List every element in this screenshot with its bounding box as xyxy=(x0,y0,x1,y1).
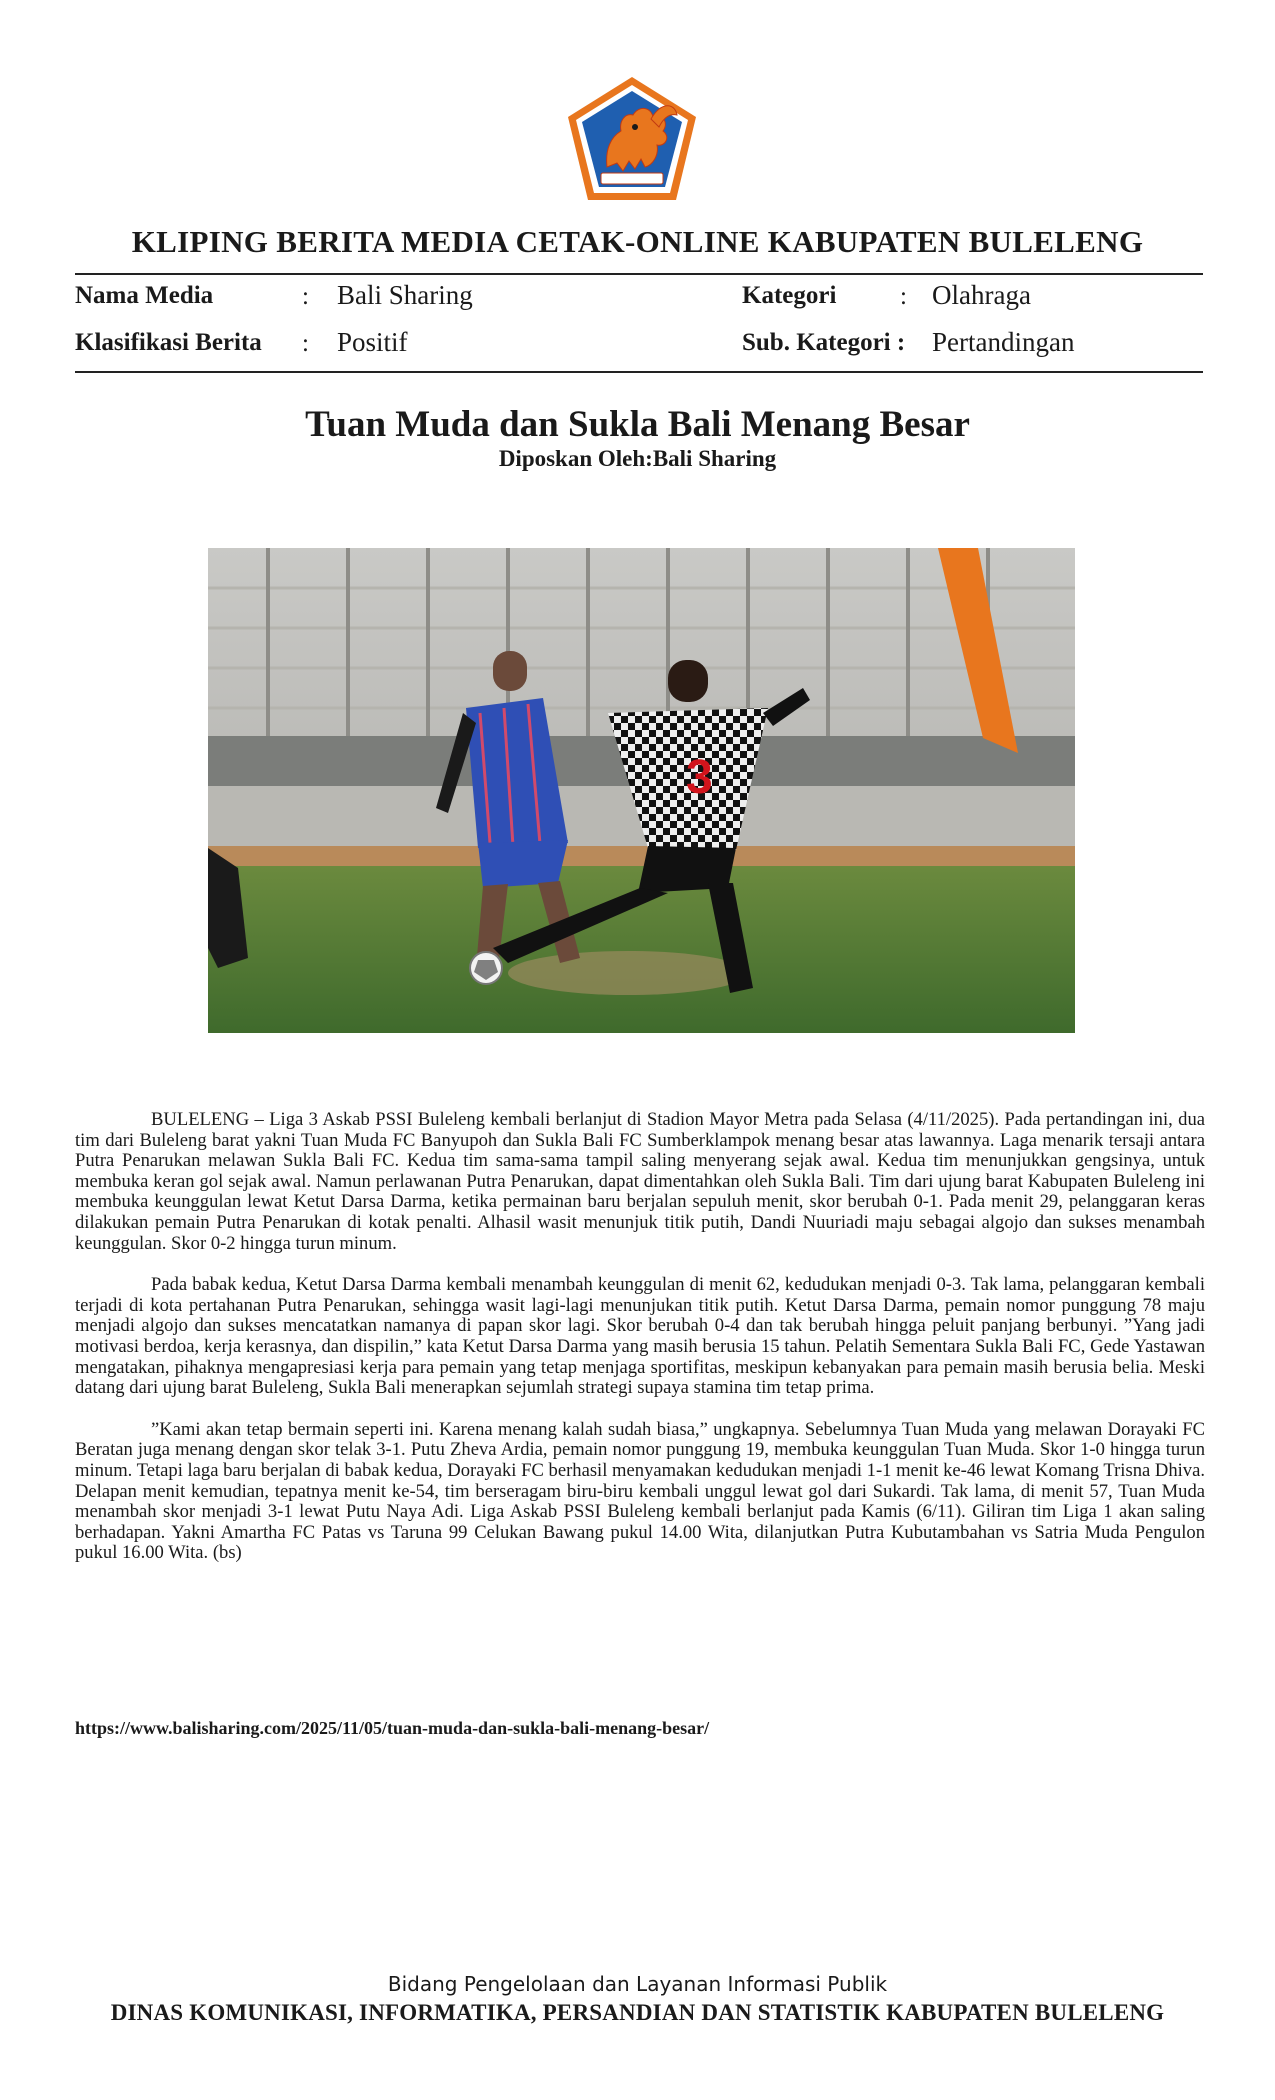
subkategori-label: Sub. Kategori : xyxy=(742,329,906,356)
klasifikasi-colon: : xyxy=(302,330,309,357)
klasifikasi-value: Positif xyxy=(337,327,408,357)
media-label: Nama Media xyxy=(75,282,214,309)
article-paragraph-2: Pada babak kedua, Ketut Darsa Darma kembali menambah keunggulan di menit 62, kedudukan menjadi 0-3. Tak lama, pelanggaran kembali terjadi di kota pertahanan Putra Penarukan, sehingga wasit lagi-lagi menunjukan titik putih. Ketut Darsa Darma, pemain nomor punggung 78 maju menjadi algojo dan sukses mencatatkan namanya di papan skor lagi. Skor berubah 0-4 dan tak berubah hingga peluit panjang berbunyi. ”Yang jadi motivasi berdoa, kerja kerasnya, dan dispilin,” kata Ketut Darsa Darma yang masih berusia 15 tahun. Pelatih Sementara Sukla Bali FC, Gede Yastawan mengatakan, pihaknya mengapresiasi kerja para pemain yang tetap menjaga sportifitas, meskipun kebanyakan para pemain masih berusia belia. Meski datang dari ujung barat Buleleng, Sukla Bali menerapkan sejumlah strategi supaya stamina tim tetap prima. xyxy=(75,1274,1205,1399)
article-body xyxy=(75,1110,1205,1585)
header-divider-top xyxy=(75,273,1203,275)
article-paragraph-1: BULELENG – Liga 3 Askab PSSI Buleleng kembali berlanjut di Stadion Mayor Metra pada Selasa (4/11/2025). Pada pertandingan ini, dua tim dari Buleleng barat yakni Tuan Muda FC Banyupoh dan Sukla Bali FC Sumberklampok menang besar atas lawannya. Laga menarik tersaji antara Putra Penarukan melawan Sukla Bali FC. Kedua tim sama-sama tampil saling menyerang sejak awal. Kedua tim menunjukkan gengsinya, untuk membuka keran gol sejak awal. Namun perlawanan Putra Penarukan, dapat dimentahkan oleh Sukla Bali. Tim dari ujung barat Kabupaten Buleleng ini membuka keunggulan lewat Ketut Darsa Darma, ketika permainan baru berjalan sepuluh menit, skor berubah 0-1. Pada menit 29, pelanggaran keras dilakukan pemain Putra Penarukan di kotak penalti. Alhasil wasit menunjuk titik putih, Dandi Nuuriadi maju sebagai algojo dan sukses menambah keunggulan. Skor 0-2 hingga turun minum. xyxy=(75,1109,1205,1254)
footer-department: DINAS KOMUNIKASI, INFORMATIKA, PERSANDIAN DAN STATISTIK KABUPATEN BULELENG xyxy=(110,2000,1165,2025)
media-colon: : xyxy=(302,283,309,310)
football-match-photo-icon xyxy=(208,548,1075,1033)
klasifikasi-label: Klasifikasi Berita xyxy=(75,329,262,356)
kategori-value: Olahraga xyxy=(932,280,1031,310)
source-url-link[interactable]: https://www.balisharing.com/2025/11/05/tuan-muda-dan-sukla-bali-menang-besar/ xyxy=(75,1718,710,1738)
header-divider-bottom xyxy=(75,371,1203,373)
singa-ambara-raja-emblem-icon xyxy=(565,75,700,203)
subkategori-value: Pertandingan xyxy=(932,327,1075,357)
article-paragraph-3: ”Kami akan tetap bermain seperti ini. Karena menang kalah sudah biasa,” ungkapnya. Sebelumnya Tuan Muda yang melawan Dorayaki FC Beratan juga menang dengan skor telak 3-1. Putu Zheva Ardia, pemain nomor punggung 19, membuka keunggulan Tuan Muda. Skor 1-0 hingga turun minum. Tetapi laga baru berjalan di babak kedua, Dorayaki FC berhasil menyamakan kedudukan menjadi 1-1 menit ke-46 lewat Komang Trisna Dhiva. Delapan menit kemudian, tepatnya menit ke-54, tim berseragam biru-biru kembali unggul lewat gol dari Sukardi. Tak lama, di menit 57, Tuan Muda menambah skor menjadi 3-1 lewat Putu Naya Adi. Liga Askab PSSI Buleleng kembali berlanjut pada Kamis (6/11). Giliran tim Liga 1 akan saling berhadapan. Yakni Amartha FC Patas vs Taruna 99 Celukan Bawang pukul 14.00 Wita, dilanjutkan Putra Kubutambahan vs Satria Muda Pengulon pukul 16.00 Wita. (bs) xyxy=(75,1418,1205,1564)
svg-text:3: 3 xyxy=(686,751,713,804)
kliping-title: KLIPING BERITA MEDIA CETAK-ONLINE KABUPATEN BULELENG xyxy=(131,224,1144,259)
kategori-colon: : xyxy=(900,283,907,310)
article-byline: Diposkan Oleh:Bali Sharing xyxy=(498,446,777,471)
footer-unit: Bidang Pengelolaan dan Layanan Informasi Publik xyxy=(387,1972,888,1996)
media-value: Bali Sharing xyxy=(337,280,473,310)
kategori-label: Kategori xyxy=(742,282,837,309)
article-title: Tuan Muda dan Sukla Bali Menang Besar xyxy=(305,404,970,445)
